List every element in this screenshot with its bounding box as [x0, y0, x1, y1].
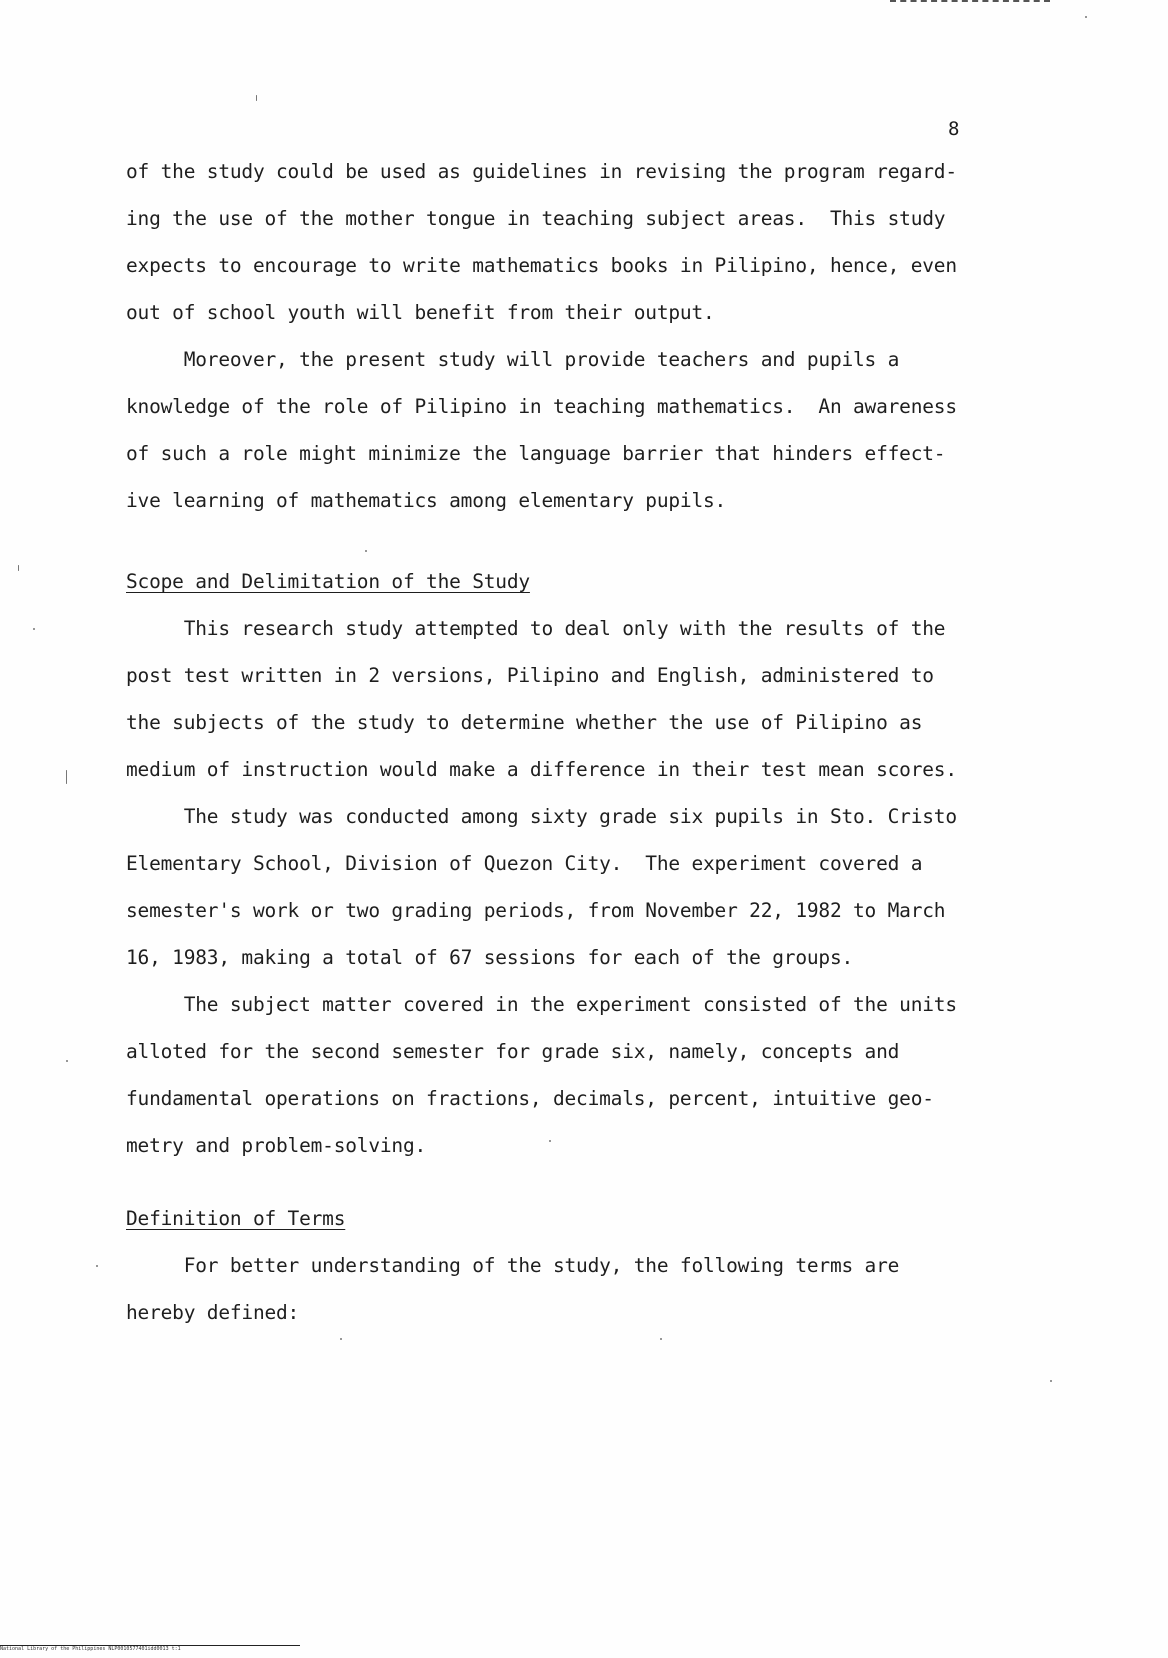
scan-speck — [33, 628, 35, 630]
scan-speck — [256, 95, 257, 101]
section-heading-definitions: Definition of Terms — [126, 1207, 346, 1230]
moreover-line-2: knowledge of the role of Pilipino in teaching mathematics. An awareness — [126, 395, 957, 418]
scope-para1-line-3: the subjects of the study to determine whether the use of Pilipino as — [126, 711, 923, 734]
scope-para2-line-2: Elementary School, Division of Quezon City. The experiment covered a — [126, 852, 923, 875]
scope-para3-line-3: fundamental operations on fractions, decimals, percent, intuitive geo- — [126, 1087, 934, 1110]
scope-para3-line-2: alloted for the second semester for grade six, namely, concepts and — [126, 1040, 900, 1063]
scope-para1-line-2: post test written in 2 versions, Pilipino and English, administered to — [126, 664, 934, 687]
scan-speck — [66, 770, 67, 784]
scan-speck — [549, 1140, 551, 1142]
scope-para2-line-3: semester's work or two grading periods, from November 22, 1982 to March — [126, 899, 946, 922]
scan-speck — [96, 1265, 98, 1267]
scan-speck — [340, 1338, 342, 1340]
scope-para3-line-1: The subject matter covered in the experiment consisted of the units — [126, 993, 957, 1016]
scan-footer-strip: National Library of the Philippines NLP0010577401idd0013 t:1 — [0, 1645, 300, 1654]
page-number: 8 — [948, 118, 960, 140]
moreover-line-3: of such a role might minimize the language barrier that hinders effect- — [126, 442, 946, 465]
intro-line-1: of the study could be used as guidelines in revising the program regard- — [126, 160, 957, 183]
definitions-para1-line-1: For better understanding of the study, the following terms are — [126, 1254, 900, 1277]
scope-para3-line-4: metry and problem-solving. — [126, 1134, 427, 1157]
top-edge-mark — [890, 0, 1050, 5]
definitions-para1-line-2: hereby defined: — [126, 1301, 300, 1324]
intro-line-2: ing the use of the mother tongue in teaching subject areas. This study — [126, 207, 946, 230]
scope-para1-line-1: This research study attempted to deal only with the results of the — [126, 617, 946, 640]
scan-speck — [1085, 16, 1087, 18]
scope-para1-line-4: medium of instruction would make a difference in their test mean scores. — [126, 758, 957, 781]
scan-speck — [660, 1338, 662, 1340]
scope-para2-line-1: The study was conducted among sixty grade six pupils in Sto. Cristo — [126, 805, 957, 828]
moreover-line-1: Moreover, the present study will provide teachers and pupils a — [126, 348, 900, 371]
scan-speck — [18, 565, 19, 571]
intro-line-4: out of school youth will benefit from their output. — [126, 301, 715, 324]
scan-speck — [365, 550, 367, 552]
intro-line-3: expects to encourage to write mathematics books in Pilipino, hence, even — [126, 254, 957, 277]
scan-speck — [1050, 1380, 1052, 1382]
scan-speck — [66, 1060, 68, 1062]
scope-para2-line-4: 16, 1983, making a total of 67 sessions for each of the groups. — [126, 946, 854, 969]
moreover-line-4: ive learning of mathematics among elementary pupils. — [126, 489, 727, 512]
section-heading-scope: Scope and Delimitation of the Study — [126, 570, 530, 593]
